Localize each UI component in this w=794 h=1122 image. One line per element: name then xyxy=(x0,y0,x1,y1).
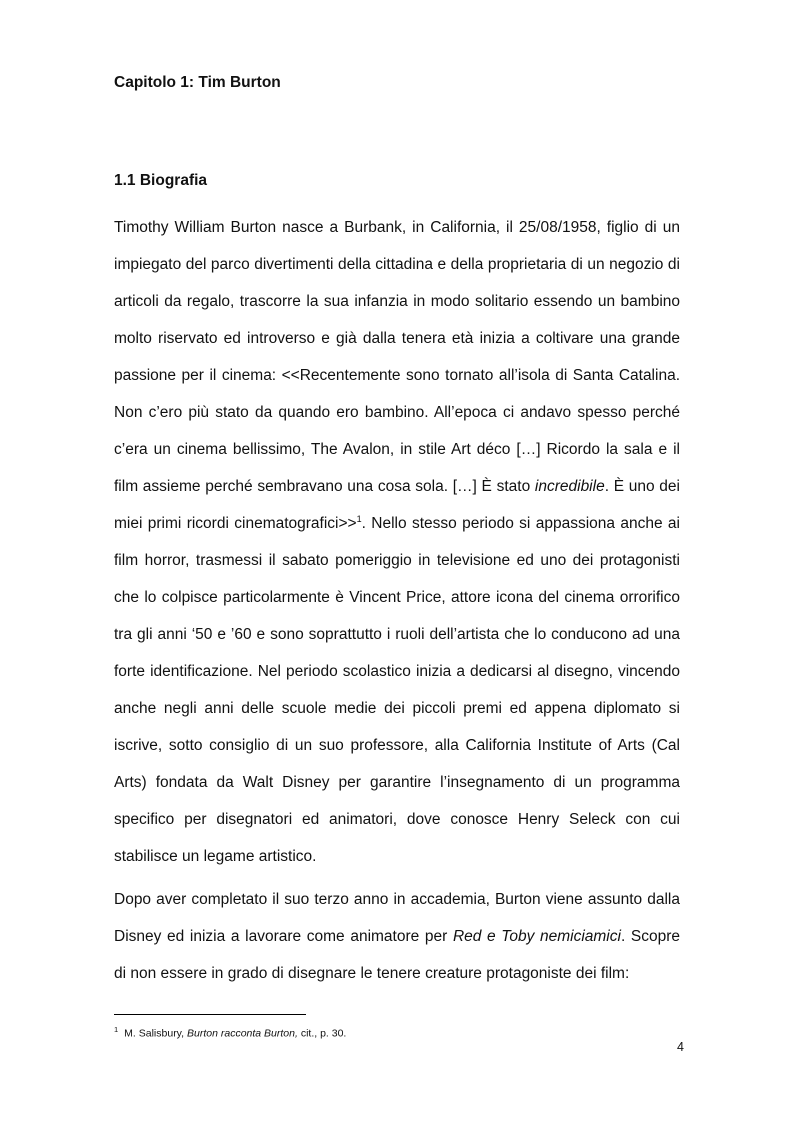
paragraph-text: Timothy William Burton nasce a Burbank, in California, il 25/08/1958, figlio di un impiegato del parco divertimenti della cittadina e della proprietaria di un negozio di articoli da regalo, trascorre la sua infanzia in modo solitario essendo un bambino molto riservato ed introverso e già dalla tenera età inizia a coltivare una grande passione per il cinema: <<Recentemente sono tornato all’isola di Santa Catalina. Non c’ero più stato da quando ero bambino. All’epoca ci andavo spesso perché c’era un cinema bellissimo, The Avalon, in stile Art déco […] Ricordo la sala e il film assieme perché sembravano una cosa sola. […] È stato xyxy=(114,219,680,495)
paragraph-text: . Nello stesso periodo si appassiona anche ai film horror, trasmessi il sabato pomeriggio in televisione ed uno dei protagonisti che lo colpisce particolarmente è Vincent Price, attore icona del cinema orrorifico tra gli anni ‘50 e ’60 e sono soprattutto i ruoli dell’artista che lo conducono ad una forte identificazione. Nel periodo scolastico inizia a dedicarsi al disegno, vincendo anche negli anni delle scuole medie dei piccoli premi ed appena diplomato si iscrive, sotto consiglio di un suo professore, alla California Institute of Arts (Cal Arts) fondata da Walt Disney per garantire l’insegnamento di un programma specifico per disegnatori ed animatori, dove conosce Henry Seleck con cui stabilisce un legame artistico. xyxy=(114,515,680,865)
paragraph-text: . Scopre di non essere in grado di disegnare le tenere creature protagoniste dei film: xyxy=(114,928,680,982)
footnote-number: 1 xyxy=(114,1025,119,1034)
page-number: 4 xyxy=(677,1040,684,1054)
footnote-author: M. Salisbury, xyxy=(124,1027,187,1040)
body-paragraph-2 xyxy=(114,881,680,992)
emphasis-text: Red e Toby nemiciamici xyxy=(452,928,621,945)
footnote xyxy=(114,1025,346,1040)
emphasis-text: incredibile xyxy=(534,478,605,495)
chapter-title: Capitolo 1: Tim Burton xyxy=(114,74,281,91)
footnote-separator xyxy=(114,1014,306,1015)
footnote-title: Burton racconta Burton, xyxy=(187,1027,298,1040)
footnote-citation: cit., p. 30. xyxy=(297,1027,347,1040)
paragraph-text: Dopo aver completato il suo terzo anno in accademia, Burton viene assunto dalla Disney ed inizia a lavorare come animatore per xyxy=(114,891,680,945)
body-paragraph-1 xyxy=(114,209,680,875)
section-heading: 1.1 Biografia xyxy=(114,172,208,189)
paragraph-text: . È uno dei miei primi ricordi cinematografici>> xyxy=(114,478,680,532)
footnote-reference[interactable]: 1 xyxy=(356,513,362,524)
